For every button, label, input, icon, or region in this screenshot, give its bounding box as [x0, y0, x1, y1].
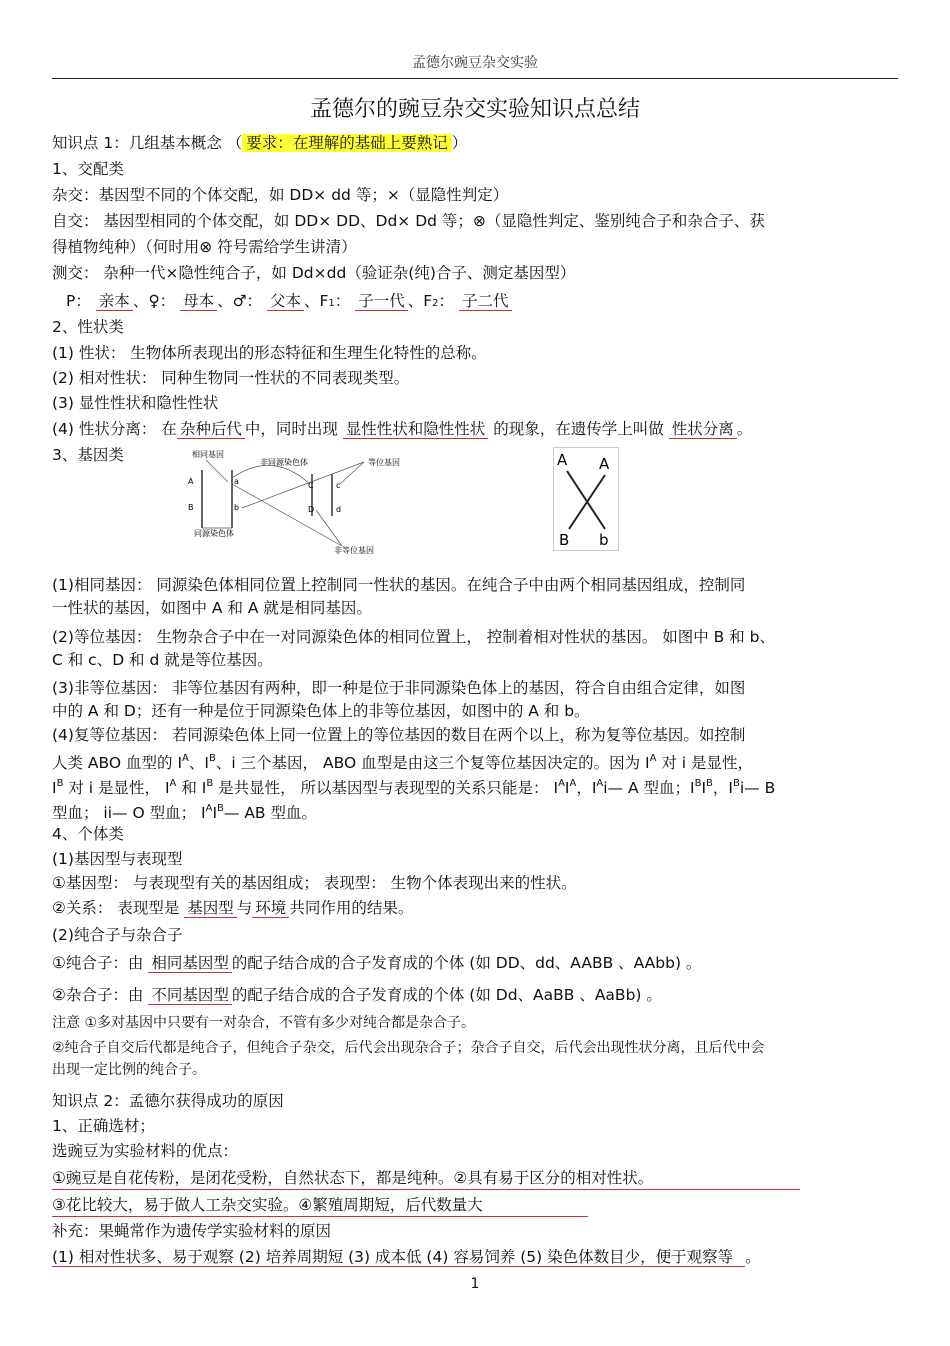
page-title: 孟德尔的豌豆杂交实验知识点总结 [309, 97, 640, 122]
requirement-highlight: 要求：在理解的基础上要熟记 [242, 134, 452, 152]
ind-1a: ①基因型： 与表现型有关的基因组成； 表现型： 生物个体表现出来的性状。 [52, 874, 577, 892]
gene-1a: (1)相同基因： 同源染色体相同位置上控制同一性状的基因。在纯合子中由两个相同基因组成，控制同 [52, 576, 746, 594]
section-genes: 3、基因类 [52, 446, 124, 464]
gene-3b: 中的 A 和 D；还有一种是位于同源染色体上的非等位基因，如图中的 A 和 b。 [52, 702, 590, 720]
ind-1: (1)基因型与表现型 [52, 850, 183, 868]
running-header: 孟德尔豌豆杂交实验 [412, 55, 538, 71]
section-mating: 1、交配类 [52, 160, 124, 178]
svg-text:A: A [599, 455, 610, 473]
label-nonhomologous: 非同源染色体 [260, 458, 308, 467]
def-self-1: 自交： 基因型相同的个体交配，如 DD× DD、Dd× Dd 等；⊗（显隐性判定、鉴别纯合子和杂合子、获 [52, 212, 765, 230]
reason-3: ①豌豆是自花传粉，是闭花受粉，自然状态下，都是纯种。②具有易于区分的相对性状。 [52, 1167, 800, 1190]
crossover-diagram [553, 447, 619, 551]
label-allele: 等位基因 [368, 458, 400, 467]
reason-1: 1、正确选材； [52, 1117, 155, 1135]
kp1-heading: 知识点 1：几组基本概念 （ 要求：在理解的基础上要熟记 ） [52, 134, 468, 152]
svg-text:c: c [336, 481, 341, 490]
gene-3a: (3)非等位基因： 非等位基因有两种，即一种是位于非同源染色体上的基因，符合自由组合定律，如图 [52, 679, 746, 697]
gene-4a: (4)复等位基因： 若同源染色体上同一位置上的等位基因的数目在两个以上，称为复等位基因。如控制 [52, 726, 746, 744]
kp2-heading: 知识点 2：孟德尔获得成功的原因 [52, 1092, 284, 1110]
gene-diagram [182, 448, 422, 556]
svg-text:b: b [599, 531, 609, 549]
svg-text:B: B [559, 531, 570, 549]
symbols-line: P： 亲本 、♀： 母本 、♂： 父本 、F1： 子一代 、F2： 子二代 [66, 290, 512, 315]
note-3: 出现一定比例的纯合子。 [52, 1062, 206, 1078]
header-rule [52, 78, 898, 79]
gene-4b: 人类 ABO 血型的 $I^A$、$I^B$、i 三个基因， ABO 血型是由这三个复等位基因决定的。因为 $I^A$ 对 i 是显性， [52, 753, 754, 772]
trait-1: (1) 性状： 生物体所表现出的形态特征和生理生化特性的总称。 [52, 344, 487, 362]
gene-4d: 型血； ii— O 型血； $I^AI^B—$ AB 型血。 [52, 803, 317, 822]
note-2: ②纯合子自交后代都是纯合子，但纯合子杂交，后代会出现杂合子；杂合子自交，后代会出现性状分离，且后代中会 [52, 1040, 765, 1056]
ind-2b: ②杂合子：由 不同基因型 的配子结合成的合子发育成的个体 (如 Dd、AaBB 、AaBb) 。 [52, 986, 662, 1004]
reason-5: 补充：果蝇常作为遗传学实验材料的原因 [52, 1222, 332, 1240]
label-nonallele: 非等位基因 [334, 546, 374, 555]
section-individual: 4、个体类 [52, 825, 124, 843]
svg-text:A: A [188, 477, 194, 486]
section-traits: 2、性状类 [52, 318, 124, 336]
label-homologous: 同源染色体 [194, 529, 234, 538]
page-number: 1 [470, 1276, 480, 1292]
note-1: 注意 ①多对基因中只要有一对杂合，不管有多少对纯合都是杂合子。 [52, 1015, 475, 1031]
svg-text:B: B [188, 503, 194, 512]
gene-1b: 一性状的基因，如图中 A 和 A 就是相同基因。 [52, 599, 372, 617]
gene-2a: (2)等位基因： 生物杂合子中在一对同源染色体的相同位置上， 控制着相对性状的基因。 如图中 B 和 b、 [52, 628, 775, 646]
svg-text:b: b [234, 503, 240, 512]
trait-2: (2) 相对性状： 同种生物同一性状的不同表现类型。 [52, 369, 410, 387]
def-hybrid: 杂交：基因型不同的个体交配，如 DD× dd 等；×（显隐性判定） [52, 186, 509, 204]
svg-text:D: D [308, 505, 315, 514]
reason-4: ③花比较大，易于做人工杂交实验。④繁殖周期短，后代数量大 [52, 1194, 588, 1217]
svg-text:A: A [557, 451, 568, 469]
def-test: 测交： 杂种一代×隐性纯合子，如 Dd×dd（验证杂(纯)合子、测定基因型） [52, 264, 576, 282]
reason-2: 选豌豆为实验材料的优点： [52, 1142, 239, 1160]
svg-text:a: a [234, 477, 239, 486]
ind-1b: ②关系： 表现型是 基因型 与 环境 共同作用的结果。 [52, 899, 414, 917]
ind-2a: ①纯合子：由 相同基因型 的配子结合成的合子发育成的个体 (如 DD、dd、AABB 、AAbb) 。 [52, 954, 702, 972]
ind-2: (2)纯合子与杂合子 [52, 926, 183, 944]
label-same-gene: 相同基因 [192, 450, 224, 459]
reason-6: (1) 相对性状多、易于观察 (2) 培养周期短 (3) 成本低 (4) 容易饲养 (5) 染色体数目少，便于观察等 。 [52, 1248, 761, 1266]
trait-4: (4) 性状分离： 在 杂种后代 中，同时出现 显性性状和隐性性状 的现象，在遗传学上叫做 性状分离 。 [52, 420, 753, 438]
def-self-2: 得植物纯种）（何时用⊗ 符号需给学生讲清） [52, 238, 357, 256]
gene-2b: C 和 c、D 和 d 就是等位基因。 [52, 651, 273, 669]
svg-text:d: d [336, 505, 342, 514]
gene-4c: $I^B$ 对 i 是显性， $I^A$ 和 $I^B$ 是共显性， 所以基因型与表现型的关系只能是： $I^AI^A$，$I^Ai—$ A 型血；$I^BI^B$，$I^Bi—$ B [52, 778, 776, 797]
svg-text:C: C [308, 481, 314, 490]
trait-3: (3) 显性性状和隐性性状 [52, 394, 219, 412]
